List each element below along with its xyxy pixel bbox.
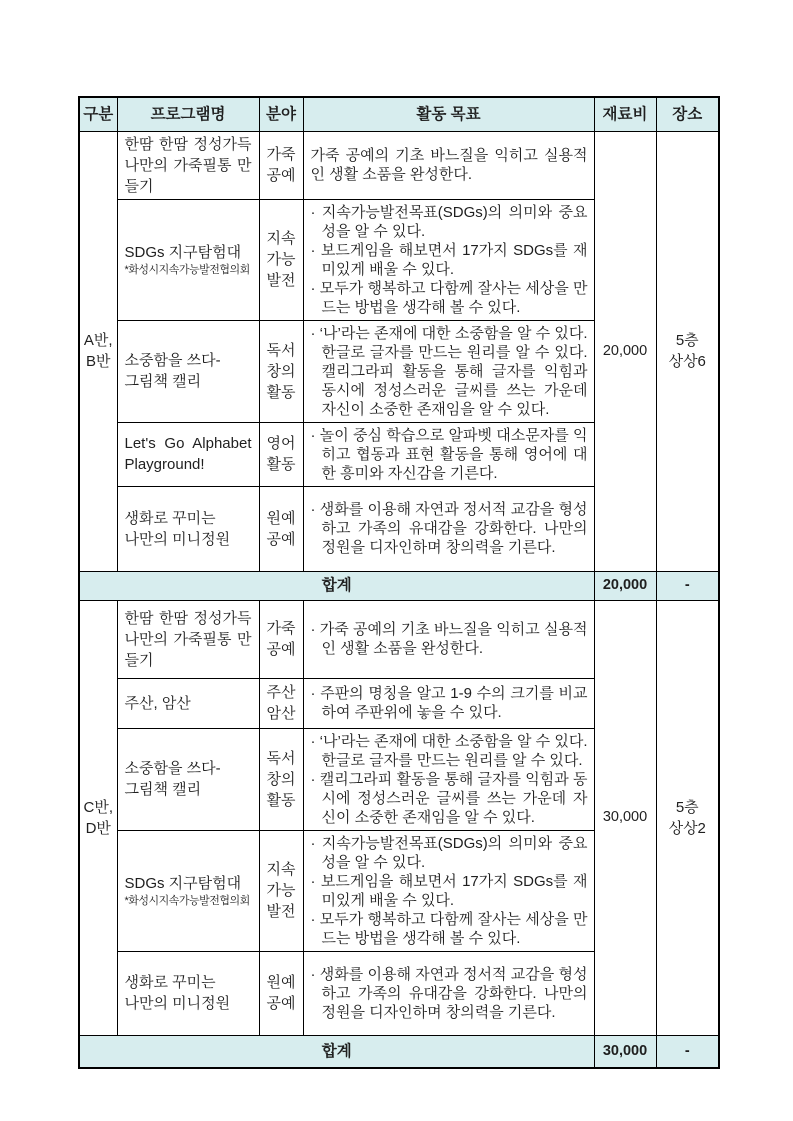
total-cost: 20,000	[594, 571, 656, 600]
goals-cell: 가죽 공예의 기초 바느질을 익히고 실용적인 생활 소품을 완성한다.	[303, 131, 594, 199]
program-name: SDGs 지구탐험대	[124, 244, 242, 261]
program-cell: 생화로 꾸미는 나만의 미니정원	[117, 486, 259, 571]
total-label: 합계	[79, 1035, 594, 1068]
goals-cell: · ‘나’라는 존재에 대한 소중함을 알 수 있다. 한글로 글자를 만드는 원리를 알 수 있다. 캘리그라피 활동을 통해 글자를 익힘과 동시에 정성스러운 글씨를 쓰는 가운데 자신이 소중한 존재임을 알 수 있다.	[303, 320, 594, 422]
goals-cell: · 주판의 명칭을 알고 1-9 수의 크기를 비교하여 주판위에 놓을 수 있다.	[303, 678, 594, 728]
field-cell: 영어 활동	[259, 422, 303, 486]
total-row-cd	[79, 1035, 719, 1068]
program-cell	[117, 199, 259, 320]
program-note: *화성시지속가능발전협의회	[124, 895, 250, 907]
field-cell: 지속 가능 발전	[259, 199, 303, 320]
program-cell: 한땀 한땀 정성가득 나만의 가죽필통 만들기	[117, 131, 259, 199]
table-header-row	[79, 97, 719, 131]
category-cell-ab: A반, B반	[79, 131, 117, 571]
total-row-ab	[79, 571, 719, 600]
program-cell: 생화로 꾸미는 나만의 미니정원	[117, 951, 259, 1035]
total-cost: 30,000	[594, 1035, 656, 1068]
cost-cell-ab: 20,000	[594, 131, 656, 571]
goals-cell: · ‘나’라는 존재에 대한 소중함을 알 수 있다. 한글로 글자를 만드는 원리를 알 수 있다. · 캘리그라피 활동을 통해 글자를 익힘과 동시에 정성스러운 글씨를 쓰는 가운데 자신이 소중한 존재임을 알 수 있다.	[303, 728, 594, 830]
cost-cell-cd: 30,000	[594, 600, 656, 1035]
program-table	[78, 96, 720, 1069]
total-place: -	[656, 571, 719, 600]
program-cell: Let's Go Alphabet Playground!	[117, 422, 259, 486]
program-cell: 소중함을 쓰다- 그림책 캘리	[117, 320, 259, 422]
total-place: -	[656, 1035, 719, 1068]
field-cell: 원예 공예	[259, 486, 303, 571]
field-cell: 지속 가능 발전	[259, 830, 303, 951]
goals-cell: · 생화를 이용해 자연과 정서적 교감을 형성하고 가족의 유대감을 강화한다. 나만의 정원을 디자인하며 창의력을 기른다.	[303, 951, 594, 1035]
place-cell-ab: 5층 상상6	[656, 131, 719, 571]
goals-cell: · 지속가능발전목표(SDGs)의 의미와 중요성을 알 수 있다. · 보드게임을 해보면서 17가지 SDGs를 재미있게 배울 수 있다. · 모두가 행복하고 다함께 잘사는 세상을 만드는 방법을 생각해 볼 수 있다.	[303, 199, 594, 320]
place-cell-cd: 5층 상상2	[656, 600, 719, 1035]
header-place: 장소	[656, 97, 719, 131]
goals-cell: · 생화를 이용해 자연과 정서적 교감을 형성하고 가족의 유대감을 강화한다. 나만의 정원을 디자인하며 창의력을 기른다.	[303, 486, 594, 571]
table-row	[79, 600, 719, 678]
goals-cell: · 놀이 중심 학습으로 알파벳 대소문자를 익히고 협동과 표현 활동을 통해 영어에 대한 흥미와 자신감을 기른다.	[303, 422, 594, 486]
goals-cell: · 가죽 공예의 기초 바느질을 익히고 실용적인 생활 소품을 완성한다.	[303, 600, 594, 678]
total-label: 합계	[79, 571, 594, 600]
program-cell: 소중함을 쓰다- 그림책 캘리	[117, 728, 259, 830]
goals-cell: · 지속가능발전목표(SDGs)의 의미와 중요성을 알 수 있다. · 보드게임을 해보면서 17가지 SDGs를 재미있게 배울 수 있다. · 모두가 행복하고 다함께 잘사는 세상을 만드는 방법을 생각해 볼 수 있다.	[303, 830, 594, 951]
header-material-cost: 재료비	[594, 97, 656, 131]
field-cell: 독서 창의 활동	[259, 728, 303, 830]
header-activity-goal: 활동 목표	[303, 97, 594, 131]
table-row	[79, 131, 719, 199]
header-program-name: 프로그램명	[117, 97, 259, 131]
program-cell: 한땀 한땀 정성가득 나만의 가죽필통 만들기	[117, 600, 259, 678]
header-field: 분야	[259, 97, 303, 131]
program-name: SDGs 지구탐험대	[124, 875, 242, 892]
program-cell: 주산, 암산	[117, 678, 259, 728]
field-cell: 원예 공예	[259, 951, 303, 1035]
field-cell: 가죽 공예	[259, 600, 303, 678]
program-note: *화성시지속가능발전협의회	[124, 264, 250, 276]
field-cell: 주산 암산	[259, 678, 303, 728]
field-cell: 독서 창의 활동	[259, 320, 303, 422]
field-cell: 가죽 공예	[259, 131, 303, 199]
header-category: 구분	[79, 97, 117, 131]
category-cell-cd: C반, D반	[79, 600, 117, 1035]
program-cell	[117, 830, 259, 951]
